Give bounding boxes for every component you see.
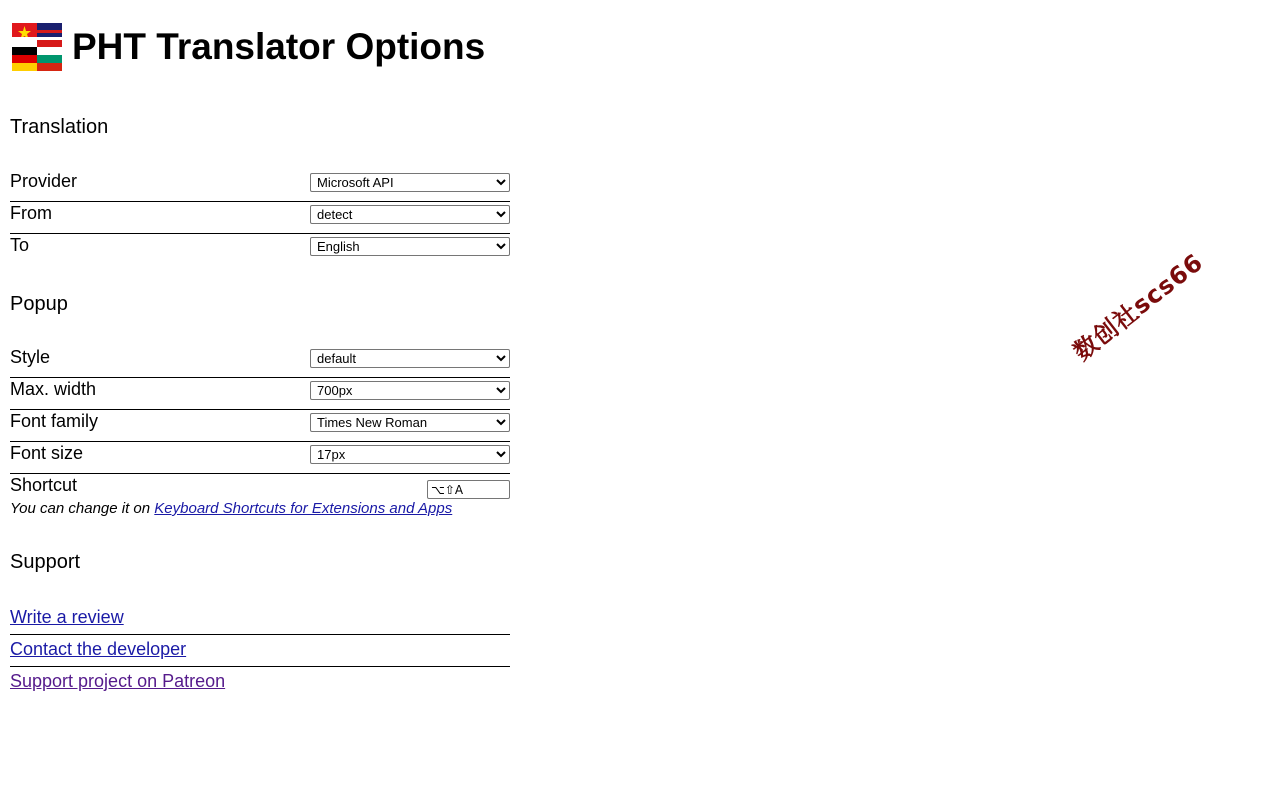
write-review-link[interactable]: Write a review <box>10 607 124 627</box>
shortcut-hint-text: You can change it on <box>10 500 155 517</box>
shortcut-row <box>10 473 510 499</box>
flag-vietnam-icon <box>12 23 37 47</box>
max-width-row <box>10 377 510 410</box>
max-width-select[interactable] <box>310 381 510 400</box>
provider-label: Provider <box>10 171 78 191</box>
keyboard-shortcuts-link[interactable]: Keyboard Shortcuts for Extensions and Apps <box>154 500 453 517</box>
patreon-link[interactable]: Support project on Patreon <box>10 671 226 691</box>
shortcut-label: Shortcut <box>10 475 78 495</box>
to-label: To <box>10 235 30 255</box>
popup-section-title: Popup <box>10 293 68 315</box>
flag-uk-icon <box>37 23 62 47</box>
font-family-select[interactable] <box>310 413 510 432</box>
shortcut-input[interactable] <box>427 480 510 499</box>
font-size-select[interactable] <box>310 445 510 464</box>
support-section-title: Support <box>10 551 81 573</box>
from-row <box>10 201 510 234</box>
shortcut-hint <box>10 500 452 518</box>
translation-section-title: Translation <box>10 116 109 138</box>
font-family-row <box>10 409 510 442</box>
patreon-row <box>10 671 510 698</box>
flag-bulgaria-icon <box>37 47 62 71</box>
review-row <box>10 607 510 635</box>
contact-developer-link[interactable]: Contact the developer <box>10 639 187 659</box>
flag-germany-icon <box>12 47 37 71</box>
page-title: PHT Translator Options <box>72 26 486 67</box>
page-header <box>12 22 485 72</box>
style-label: Style <box>10 347 51 367</box>
flags-icon <box>12 23 62 71</box>
contact-row <box>10 639 510 667</box>
watermark: 数创社scs66 <box>1068 247 1209 367</box>
to-row <box>10 233 510 265</box>
font-size-label: Font size <box>10 443 84 463</box>
provider-row <box>10 169 510 202</box>
font-size-row <box>10 441 510 474</box>
font-family-label: Font family <box>10 411 99 431</box>
style-select[interactable] <box>310 349 510 368</box>
from-label: From <box>10 203 52 223</box>
provider-select[interactable] <box>310 173 510 192</box>
style-row <box>10 345 510 378</box>
to-language-select[interactable] <box>310 237 510 256</box>
max-width-label: Max. width <box>10 379 97 399</box>
from-language-select[interactable] <box>310 205 510 224</box>
